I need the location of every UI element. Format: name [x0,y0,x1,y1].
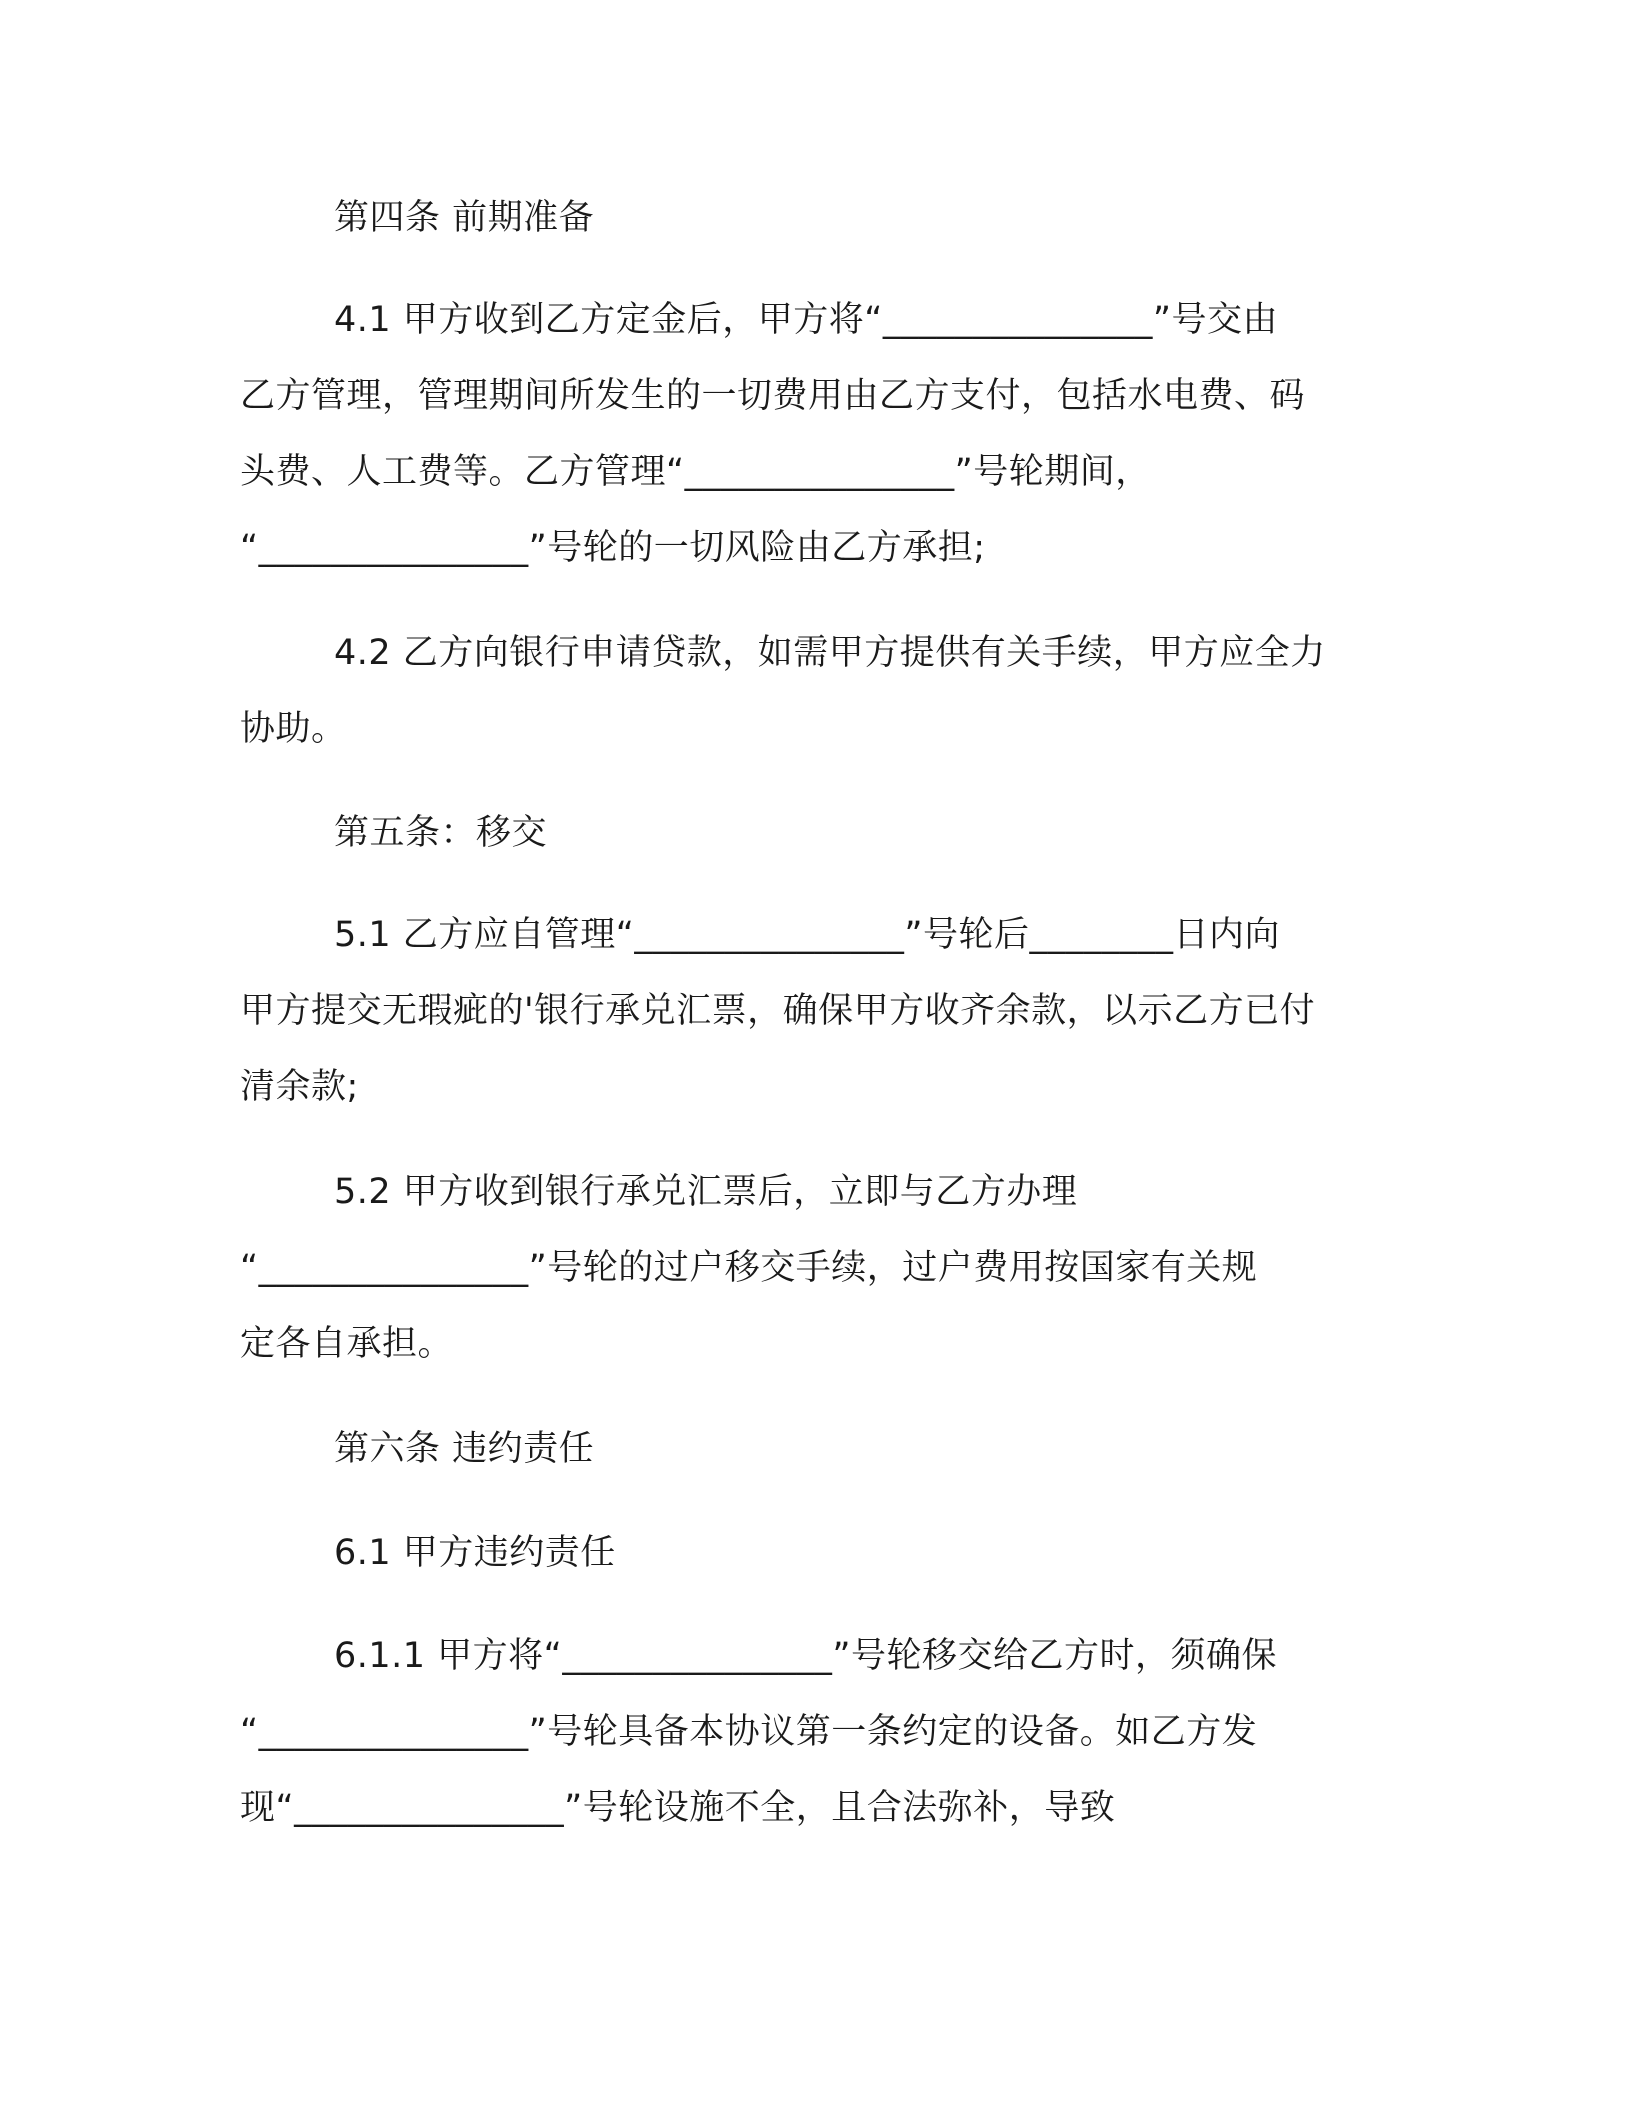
article-6-heading: 第六条 违约责任 [334,1429,595,1469]
clause-4-2-line-1: 4.2 乙方向银行申请贷款，如需甲方提供有关手续，甲方应全力 [334,633,1326,673]
clause-6-1-1-line-2: “_______________”号轮具备本协议第一条约定的设备。如乙方发 [240,1712,1258,1752]
clause-4-1-line-2: 乙方管理，管理期间所发生的一切费用由乙方支付，包括水电费、码 [240,376,1306,416]
article-4-heading: 第四条 前期准备 [334,198,595,238]
clause-4-1-line-3: 头费、人工费等。乙方管理“_______________”号轮期间， [240,452,1151,492]
clause-4-2-line-2: 协助。 [240,709,347,749]
clause-6-1-1-line-1: 6.1.1 甲方将“_______________”号轮移交给乙方时，须确保 [334,1636,1277,1676]
clause-6-1-1-line-3: 现“_______________”号轮设施不全，且合法弥补，导致 [240,1788,1116,1828]
clause-6-1-heading: 6.1 甲方违约责任 [334,1533,616,1573]
clause-5-2-line-3: 定各自承担。 [240,1324,454,1364]
clause-5-1-line-1: 5.1 乙方应自管理“_______________”号轮后________日内向 [334,915,1281,955]
clause-4-1-line-1: 4.1 甲方收到乙方定金后，甲方将“_______________”号交由 [334,300,1279,340]
clause-5-1-line-2: 甲方提交无瑕疵的'银行承兑汇票，确保甲方收齐余款，以示乙方已付 [240,991,1316,1031]
article-5-heading: 第五条：移交 [334,813,548,853]
clause-5-1-line-3: 清余款; [240,1067,359,1107]
clause-5-2-line-2: “_______________”号轮的过户移交手续，过户费用按国家有关规 [240,1248,1258,1288]
clause-4-1-line-4: “_______________”号轮的一切风险由乙方承担; [240,528,986,568]
clause-5-2-line-1: 5.2 甲方收到银行承兑汇票后，立即与乙方办理 [334,1172,1078,1212]
